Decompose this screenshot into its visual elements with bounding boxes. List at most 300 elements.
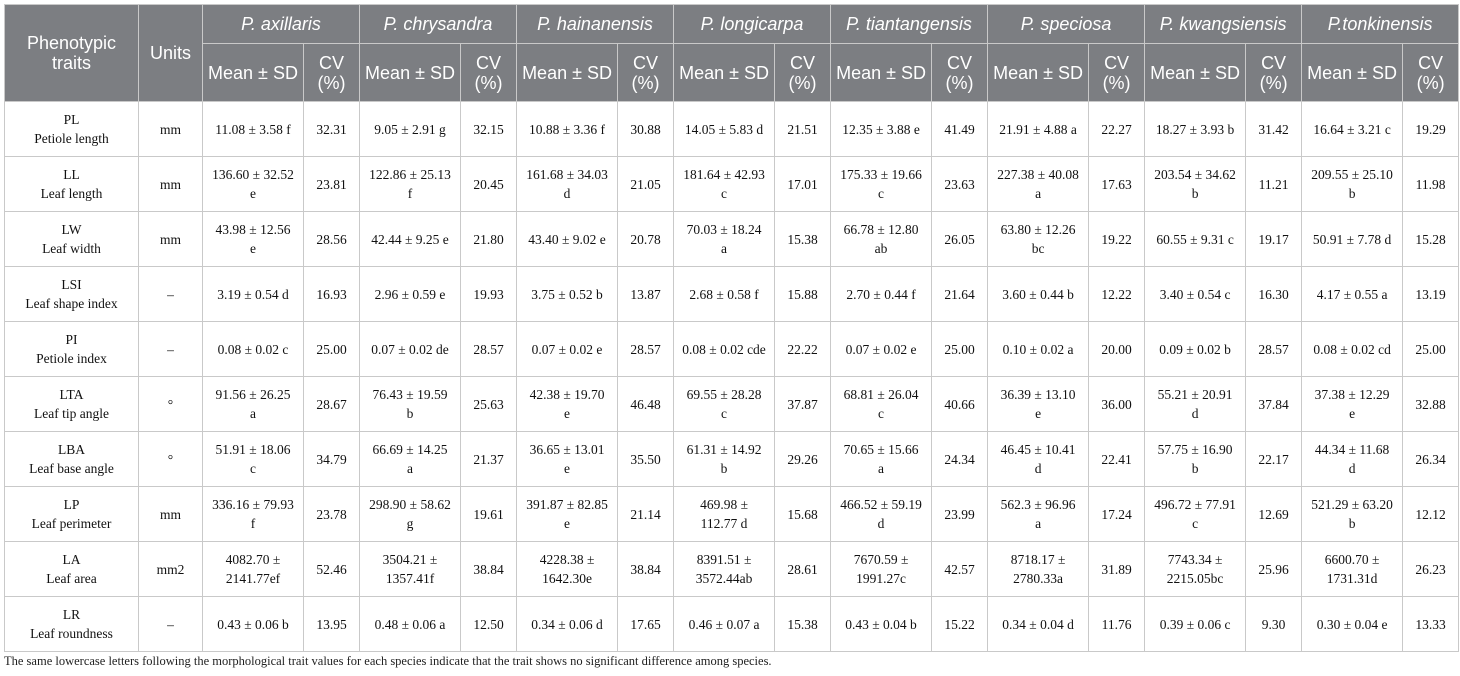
mean-sd-cell [831,377,932,432]
unit-cell: ° [139,377,203,432]
header-cv: CV (%) [618,44,674,102]
mean-sd-value: 7743.34 ± 2215.05bc [1166,552,1224,586]
trait-cell [5,377,139,432]
trait-abbreviation: LR [62,607,81,622]
trait-name: Petiole length [34,131,109,146]
header-species: P. axillaris [203,5,360,44]
trait-abbreviation: LSI [61,277,82,292]
table-footnote: The same lowercase letters following the morphological trait values for each species indicate that the trait shows no significant difference among species. [4,654,772,668]
mean-sd-value: 70.65 ± 15.66 a [843,442,919,476]
mean-sd-value: 14.05 ± 5.83 d [684,121,764,137]
mean-sd-cell [674,157,775,212]
cv-cell: 17.63 [1089,157,1145,212]
cv-cell: 37.84 [1246,377,1302,432]
phenotypic-traits-table [4,4,1459,652]
mean-sd-cell [988,377,1089,432]
mean-sd-value: 0.07 ± 0.02 e [845,341,917,357]
mean-sd-value: 136.60 ± 32.52 e [212,167,294,201]
mean-sd-value: 44.34 ± 11.68 d [1314,442,1390,476]
cv-cell: 21.51 [775,102,831,157]
table-row [5,322,1459,377]
header-mean-sd: Mean ± SD [1145,44,1246,102]
cv-cell: 15.88 [775,267,831,322]
mean-sd-cell [674,487,775,542]
mean-sd-cell [360,597,461,652]
header-mean-sd: Mean ± SD [988,44,1089,102]
mean-sd-cell [1302,102,1403,157]
cv-cell: 35.50 [618,432,674,487]
cv-cell: 12.22 [1089,267,1145,322]
trait-name: Leaf tip angle [34,406,109,421]
cv-cell: 17.65 [618,597,674,652]
mean-sd-value: 2.68 ± 0.58 f [689,286,759,302]
trait-cell [5,542,139,597]
mean-sd-cell [203,102,304,157]
mean-sd-cell [1145,102,1246,157]
mean-sd-cell [360,432,461,487]
trait-cell [5,597,139,652]
mean-sd-value: 16.64 ± 3.21 c [1313,121,1391,137]
cv-cell: 16.93 [304,267,360,322]
header-cv: CV (%) [932,44,988,102]
unit-cell: – [139,322,203,377]
mean-sd-value: 0.30 ± 0.04 e [1316,616,1388,632]
mean-sd-value: 3504.21 ± 1357.41f [382,552,438,586]
mean-sd-value: 91.56 ± 26.25 a [215,387,291,421]
cv-cell: 12.50 [461,597,517,652]
cv-cell: 11.76 [1089,597,1145,652]
cv-cell: 23.78 [304,487,360,542]
mean-sd-cell [831,487,932,542]
mean-sd-value: 36.39 ± 13.10 e [1000,387,1076,421]
cv-cell: 22.41 [1089,432,1145,487]
trait-abbreviation: LW [61,222,82,237]
mean-sd-cell [517,377,618,432]
cv-cell: 22.27 [1089,102,1145,157]
unit-cell: mm [139,102,203,157]
mean-sd-value: 70.03 ± 18.24 a [686,222,762,256]
trait-abbreviation: PL [63,112,80,127]
mean-sd-cell [517,212,618,267]
table-row [5,157,1459,212]
mean-sd-cell [203,157,304,212]
cv-cell: 23.63 [932,157,988,212]
cv-cell: 11.98 [1403,157,1459,212]
cv-cell: 52.46 [304,542,360,597]
cv-cell: 30.88 [618,102,674,157]
cv-cell: 23.99 [932,487,988,542]
mean-sd-cell [1302,212,1403,267]
mean-sd-cell [831,212,932,267]
header-mean-sd: Mean ± SD [1302,44,1403,102]
mean-sd-cell [360,322,461,377]
mean-sd-cell [988,432,1089,487]
header-cv: CV (%) [461,44,517,102]
mean-sd-cell [517,157,618,212]
cv-cell: 32.15 [461,102,517,157]
mean-sd-cell [831,432,932,487]
cv-cell: 32.88 [1403,377,1459,432]
mean-sd-value: 3.19 ± 0.54 d [217,286,289,302]
cv-cell: 17.24 [1089,487,1145,542]
mean-sd-cell [988,212,1089,267]
mean-sd-value: 0.34 ± 0.04 d [1002,616,1074,632]
table-row [5,597,1459,652]
mean-sd-cell [203,542,304,597]
cv-cell: 38.84 [618,542,674,597]
mean-sd-cell [1145,322,1246,377]
trait-name: Leaf area [46,571,97,586]
cv-cell: 28.61 [775,542,831,597]
mean-sd-cell [988,542,1089,597]
header-units: Units [139,5,203,102]
mean-sd-cell [1145,212,1246,267]
mean-sd-value: 122.86 ± 25.13 f [369,167,451,201]
mean-sd-value: 43.40 ± 9.02 e [528,231,606,247]
trait-cell [5,432,139,487]
header-mean-sd: Mean ± SD [831,44,932,102]
cv-cell: 42.57 [932,542,988,597]
cv-cell: 34.79 [304,432,360,487]
mean-sd-value: 0.43 ± 0.04 b [845,616,917,632]
header-cv: CV (%) [775,44,831,102]
mean-sd-cell [674,102,775,157]
mean-sd-value: 4228.38 ± 1642.30e [539,552,595,586]
mean-sd-value: 7670.59 ± 1991.27c [853,552,909,586]
mean-sd-value: 10.88 ± 3.36 f [529,121,606,137]
mean-sd-value: 161.68 ± 34.03 d [526,167,608,201]
trait-abbreviation: LL [63,167,80,182]
mean-sd-value: 8718.17 ± 2780.33a [1010,552,1066,586]
cv-cell: 38.84 [461,542,517,597]
cv-cell: 19.22 [1089,212,1145,267]
unit-cell: mm [139,487,203,542]
mean-sd-value: 2.96 ± 0.59 e [374,286,446,302]
trait-abbreviation: LA [62,552,81,567]
header-mean-sd: Mean ± SD [360,44,461,102]
trait-cell [5,267,139,322]
table-body [5,102,1459,652]
cv-cell: 24.34 [932,432,988,487]
mean-sd-value: 209.55 ± 25.10 b [1311,167,1393,201]
mean-sd-value: 21.91 ± 4.88 a [999,121,1077,137]
cv-cell: 21.14 [618,487,674,542]
mean-sd-value: 43.98 ± 12.56 e [215,222,291,256]
header-species: P. tiantangensis [831,5,988,44]
mean-sd-value: 0.09 ± 0.02 b [1159,341,1231,357]
mean-sd-cell [203,432,304,487]
trait-name: Leaf base angle [29,461,114,476]
header-species: P.tonkinensis [1302,5,1459,44]
cv-cell: 17.01 [775,157,831,212]
cv-cell: 31.42 [1246,102,1302,157]
mean-sd-cell [988,322,1089,377]
mean-sd-cell [517,102,618,157]
mean-sd-cell [1302,432,1403,487]
mean-sd-value: 76.43 ± 19.59 b [372,387,448,421]
mean-sd-value: 8391.51 ± 3572.44ab [695,552,753,586]
mean-sd-cell [517,597,618,652]
mean-sd-value: 55.21 ± 20.91 d [1157,387,1233,421]
mean-sd-value: 61.31 ± 14.92 b [686,442,762,476]
trait-abbreviation: LTA [59,387,84,402]
mean-sd-value: 9.05 ± 2.91 g [374,121,446,137]
mean-sd-cell [517,487,618,542]
mean-sd-value: 11.08 ± 3.58 f [215,121,291,137]
mean-sd-value: 203.54 ± 34.62 b [1154,167,1236,201]
cv-cell: 21.37 [461,432,517,487]
mean-sd-cell [674,432,775,487]
unit-cell: – [139,267,203,322]
mean-sd-value: 562.3 ± 96.96 a [1000,497,1076,531]
trait-abbreviation: LBA [58,442,85,457]
mean-sd-value: 0.34 ± 0.06 d [531,616,603,632]
cv-cell: 21.64 [932,267,988,322]
trait-cell [5,487,139,542]
mean-sd-value: 466.52 ± 59.19 d [840,497,922,531]
mean-sd-cell [360,487,461,542]
table-row [5,267,1459,322]
cv-cell: 11.21 [1246,157,1302,212]
mean-sd-value: 0.43 ± 0.06 b [217,616,289,632]
unit-cell: mm [139,212,203,267]
mean-sd-cell [203,377,304,432]
mean-sd-cell [360,542,461,597]
cv-cell: 22.17 [1246,432,1302,487]
mean-sd-value: 12.35 ± 3.88 e [842,121,920,137]
cv-cell: 23.81 [304,157,360,212]
cv-cell: 26.34 [1403,432,1459,487]
mean-sd-value: 36.65 ± 13.01 e [529,442,605,476]
cv-cell: 40.66 [932,377,988,432]
mean-sd-value: 63.80 ± 12.26 bc [1000,222,1076,256]
cv-cell: 37.87 [775,377,831,432]
cv-cell: 15.38 [775,212,831,267]
mean-sd-cell [517,542,618,597]
cv-cell: 25.00 [304,322,360,377]
table-row [5,102,1459,157]
mean-sd-value: 3.60 ± 0.44 b [1002,286,1074,302]
mean-sd-value: 51.91 ± 18.06 c [215,442,291,476]
mean-sd-cell [988,157,1089,212]
cv-cell: 46.48 [618,377,674,432]
mean-sd-cell [988,267,1089,322]
mean-sd-cell [517,322,618,377]
header-mean-sd: Mean ± SD [203,44,304,102]
cv-cell: 32.31 [304,102,360,157]
cv-cell: 13.95 [304,597,360,652]
header-species: P. kwangsiensis [1145,5,1302,44]
header-species: P. speciosa [988,5,1145,44]
trait-cell [5,212,139,267]
mean-sd-cell [360,157,461,212]
cv-cell: 13.19 [1403,267,1459,322]
cv-cell: 15.38 [775,597,831,652]
mean-sd-value: 469.98 ± 112.77 d [700,497,748,531]
cv-cell: 13.87 [618,267,674,322]
mean-sd-value: 0.46 ± 0.07 a [688,616,760,632]
mean-sd-value: 0.08 ± 0.02 cde [682,341,766,357]
cv-cell: 9.30 [1246,597,1302,652]
mean-sd-cell [1145,377,1246,432]
trait-name: Leaf roundness [30,626,113,641]
trait-cell [5,322,139,377]
unit-cell: mm2 [139,542,203,597]
mean-sd-cell [517,432,618,487]
mean-sd-cell [203,487,304,542]
mean-sd-cell [360,377,461,432]
mean-sd-value: 0.08 ± 0.02 cd [1313,341,1391,357]
mean-sd-value: 175.33 ± 19.66 c [840,167,922,201]
mean-sd-value: 37.38 ± 12.29 e [1314,387,1390,421]
mean-sd-cell [674,267,775,322]
cv-cell: 28.57 [461,322,517,377]
mean-sd-cell [988,102,1089,157]
cv-cell: 26.05 [932,212,988,267]
trait-name: Leaf length [40,186,103,201]
mean-sd-cell [360,102,461,157]
cv-cell: 25.63 [461,377,517,432]
mean-sd-value: 181.64 ± 42.93 c [683,167,765,201]
cv-cell: 19.93 [461,267,517,322]
mean-sd-cell [831,102,932,157]
mean-sd-cell [674,212,775,267]
cv-cell: 28.67 [304,377,360,432]
cv-cell: 19.17 [1246,212,1302,267]
cv-cell: 19.29 [1403,102,1459,157]
header-species: P. longicarpa [674,5,831,44]
mean-sd-value: 42.44 ± 9.25 e [371,231,449,247]
cv-cell: 20.00 [1089,322,1145,377]
mean-sd-cell [674,542,775,597]
mean-sd-cell [1302,322,1403,377]
mean-sd-value: 0.10 ± 0.02 a [1002,341,1074,357]
cv-cell: 20.45 [461,157,517,212]
cv-cell: 21.80 [461,212,517,267]
mean-sd-cell [1145,542,1246,597]
cv-cell: 28.56 [304,212,360,267]
mean-sd-value: 3.75 ± 0.52 b [531,286,603,302]
mean-sd-cell [1145,487,1246,542]
cv-cell: 26.23 [1403,542,1459,597]
mean-sd-cell [831,267,932,322]
mean-sd-cell [831,157,932,212]
header-row-species [5,5,1459,44]
trait-abbreviation: LP [63,497,80,512]
mean-sd-value: 66.69 ± 14.25 a [372,442,448,476]
table-row [5,542,1459,597]
mean-sd-cell [831,542,932,597]
cv-cell: 31.89 [1089,542,1145,597]
mean-sd-value: 336.16 ± 79.93 f [212,497,294,531]
mean-sd-cell [988,487,1089,542]
mean-sd-cell [1302,542,1403,597]
mean-sd-cell [360,267,461,322]
mean-sd-value: 298.90 ± 58.62 g [369,497,451,531]
mean-sd-cell [831,322,932,377]
mean-sd-value: 50.91 ± 7.78 d [1312,231,1392,247]
trait-name: Petiole index [36,351,107,366]
mean-sd-value: 0.39 ± 0.06 c [1159,616,1231,632]
mean-sd-value: 57.75 ± 16.90 b [1157,442,1233,476]
header-mean-sd: Mean ± SD [674,44,775,102]
mean-sd-cell [1145,267,1246,322]
mean-sd-cell [203,597,304,652]
cv-cell: 19.61 [461,487,517,542]
mean-sd-cell [674,322,775,377]
header-cv: CV (%) [1246,44,1302,102]
header-row-stats [5,44,1459,102]
mean-sd-value: 69.55 ± 28.28 c [686,387,762,421]
mean-sd-value: 2.70 ± 0.44 f [846,286,916,302]
unit-cell: – [139,597,203,652]
cv-cell: 28.57 [1246,322,1302,377]
cv-cell: 28.57 [618,322,674,377]
table-row [5,212,1459,267]
cv-cell: 12.12 [1403,487,1459,542]
mean-sd-value: 6600.70 ± 1731.31d [1324,552,1380,586]
trait-cell [5,102,139,157]
mean-sd-cell [1302,487,1403,542]
mean-sd-value: 391.87 ± 82.85 e [526,497,608,531]
mean-sd-cell [1302,267,1403,322]
cv-cell: 25.00 [932,322,988,377]
header-cv: CV (%) [304,44,360,102]
mean-sd-cell [1145,597,1246,652]
mean-sd-cell [203,212,304,267]
cv-cell: 12.69 [1246,487,1302,542]
mean-sd-cell [360,212,461,267]
header-species: P. hainanensis [517,5,674,44]
mean-sd-value: 0.07 ± 0.02 e [531,341,603,357]
table-row [5,487,1459,542]
mean-sd-value: 496.72 ± 77.91 c [1154,497,1236,531]
mean-sd-cell [674,377,775,432]
cv-cell: 15.28 [1403,212,1459,267]
mean-sd-value: 521.29 ± 63.20 b [1311,497,1393,531]
mean-sd-cell [1145,432,1246,487]
trait-name: Leaf shape index [25,296,118,311]
mean-sd-value: 68.81 ± 26.04 c [843,387,919,421]
mean-sd-value: 0.48 ± 0.06 a [374,616,446,632]
cv-cell: 15.68 [775,487,831,542]
trait-name: Leaf width [42,241,101,256]
mean-sd-cell [517,267,618,322]
trait-abbreviation: PI [65,332,78,347]
cv-cell: 22.22 [775,322,831,377]
mean-sd-value: 18.27 ± 3.93 b [1155,121,1235,137]
cv-cell: 21.05 [618,157,674,212]
unit-cell: mm [139,157,203,212]
mean-sd-cell [203,267,304,322]
mean-sd-value: 42.38 ± 19.70 e [529,387,605,421]
mean-sd-value: 46.45 ± 10.41 d [1000,442,1076,476]
mean-sd-value: 3.40 ± 0.54 c [1159,286,1231,302]
mean-sd-value: 0.07 ± 0.02 de [371,341,449,357]
table-row [5,432,1459,487]
trait-cell [5,157,139,212]
cv-cell: 25.96 [1246,542,1302,597]
mean-sd-cell [1302,597,1403,652]
mean-sd-cell [203,322,304,377]
mean-sd-cell [1302,157,1403,212]
header-species: P. chrysandra [360,5,517,44]
table-row [5,377,1459,432]
header-cv: CV (%) [1089,44,1145,102]
header-phenotypic-traits: Phenotypic traits [5,5,139,102]
mean-sd-value: 4.17 ± 0.55 a [1316,286,1388,302]
mean-sd-cell [1302,377,1403,432]
